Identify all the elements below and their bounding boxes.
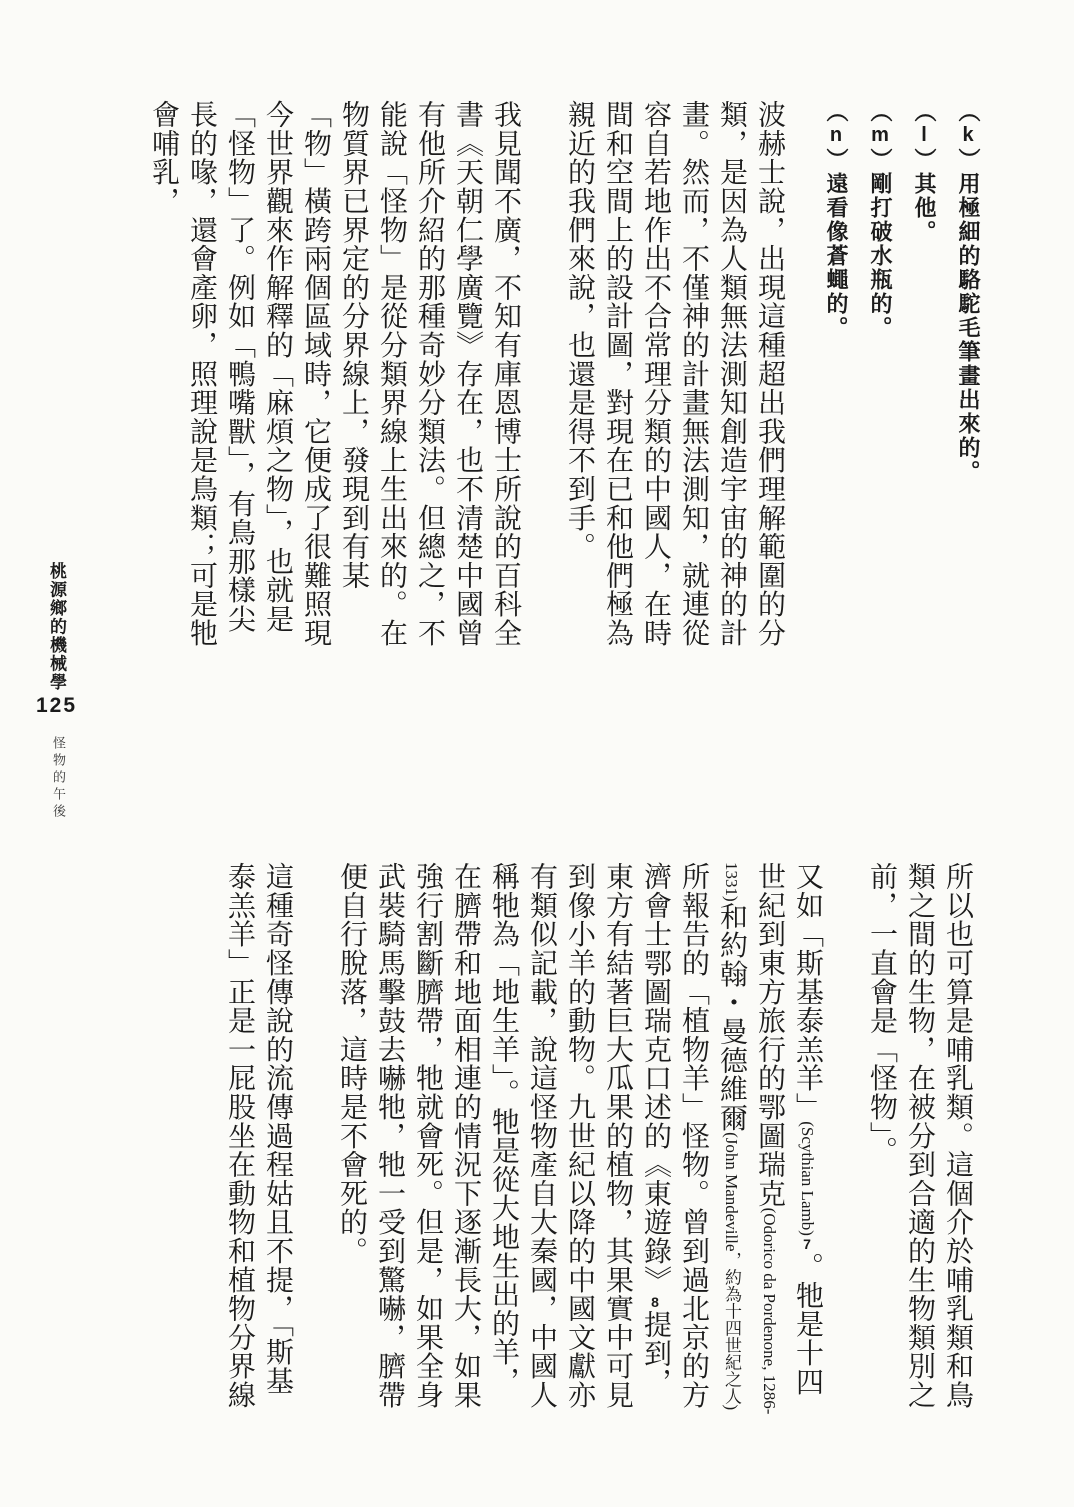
bracket-close: ） — [956, 148, 981, 172]
book-title: 桃源鄉的機械學 — [47, 562, 66, 692]
paragraph-scythian-lamb — [332, 862, 826, 1418]
paragraph-borges: 波赫士說，出現這種超出我們理解範圍的分類，是因為人類無法測知創造宇宙的神的計畫。然而，不僅神的計畫無法測知，就連從容自若地作出不合常理分類的中國人，在時間和空間上的設計圖，對現在已和他們極為親近的我們來說，也還是得不到手。 — [564, 100, 785, 648]
latin-annotation-odorico: (Odorico da Pordenone, 1286-1331) — [722, 862, 779, 1415]
bracket-open: （ — [956, 100, 981, 124]
latin-annotation-scythian: (Scythian Lamb) — [798, 1121, 817, 1236]
list-item-l — [902, 100, 946, 656]
list-text: 用極細的駱駝毛筆畫出來的。 — [956, 172, 981, 484]
bracket-close: ） — [824, 148, 849, 172]
classification-list — [814, 100, 990, 656]
list-text: 其他。 — [912, 172, 937, 244]
list-item-m — [858, 100, 902, 656]
bracket-close: ） — [912, 148, 937, 172]
list-letter-l: l — [913, 124, 935, 148]
latin-annotation-mandeville: (John Mandeville，約為十四世紀之人) — [722, 1132, 741, 1411]
text-run: 和約翰・曼德維爾 — [716, 901, 747, 1133]
footnote-8-marker: 8 — [647, 1294, 663, 1310]
footnote-7-marker: 7 — [799, 1235, 815, 1252]
list-text: 遠看像蒼蠅的。 — [824, 172, 849, 340]
bracket-open: （ — [824, 100, 849, 124]
text-run: 。牠是十四世紀到東方旅行的鄂圖瑞克 — [754, 862, 823, 1396]
bracket-open: （ — [912, 100, 937, 124]
upper-text-block — [144, 100, 990, 656]
list-text: 剛打破水瓶的。 — [868, 172, 893, 340]
lower-text-block — [220, 862, 976, 1418]
text-run: 又如「斯基泰羔羊」 — [792, 862, 823, 1122]
bracket-open: （ — [868, 100, 893, 124]
bracket-close: ） — [868, 148, 893, 172]
paragraph-platypus-conclusion: 所以也可算是哺乳類。這個介於哺乳類和鳥類之間的生物，在被分到合適的生物類別之前，一直會是「怪物」。 — [866, 862, 973, 1410]
text-run: 所報告的「植物羊」怪物。曾到過北京的方濟會士鄂圖瑞克口述的《東遊錄》 — [640, 862, 709, 1410]
chapter-title: 怪物的午後 — [51, 736, 66, 821]
text-run: 提到，東方有結著巨大瓜果的植物，其果實中可見到像小羊的動物。九世紀以降的中國文獻亦有類似記載，說這怪物產自大秦國，中國人稱牠為「地生羊」。牠是從大地生出的羊，在臍帶和地面相連的情況下逐漸長大，如果強行割斷臍帶，牠就會死。但是，如果全身武裝騎馬擊鼓去嚇牠，牠一受到驚嚇，臍帶便自行脫落，這時是不會死的。 — [336, 862, 671, 1410]
list-letter-n: n — [825, 124, 847, 148]
paragraph-legend-commentary: 這種奇怪傳說的流傳過程姑且不提，「斯基泰羔羊」正是一屁股坐在動物和植物分界線 — [224, 862, 293, 1410]
paragraph-monster-definition: 我見聞不廣，不知有庫恩博士所說的百科全書《天朝仁學廣覽》存在，也不清楚中國曾有他所介紹的那種奇妙分類法。但總之，不能說「怪物」是從分類界線上生出來的。在物質界已界定的分界線上，發現到有某「物」橫跨兩個區域時，它便成了很難照現今世界觀來作解釋的「麻煩之物」，也就是「怪物」了。例如「鴨嘴獸」，有鳥那樣尖長的喙，還會產卵，照理說是鳥類；可是牠會哺乳， — [148, 100, 521, 648]
list-letter-k: k — [957, 124, 979, 148]
list-letter-m: m — [869, 124, 891, 148]
list-item-n — [814, 100, 858, 656]
list-item-k — [946, 100, 990, 656]
page-number: 125 — [36, 694, 78, 717]
